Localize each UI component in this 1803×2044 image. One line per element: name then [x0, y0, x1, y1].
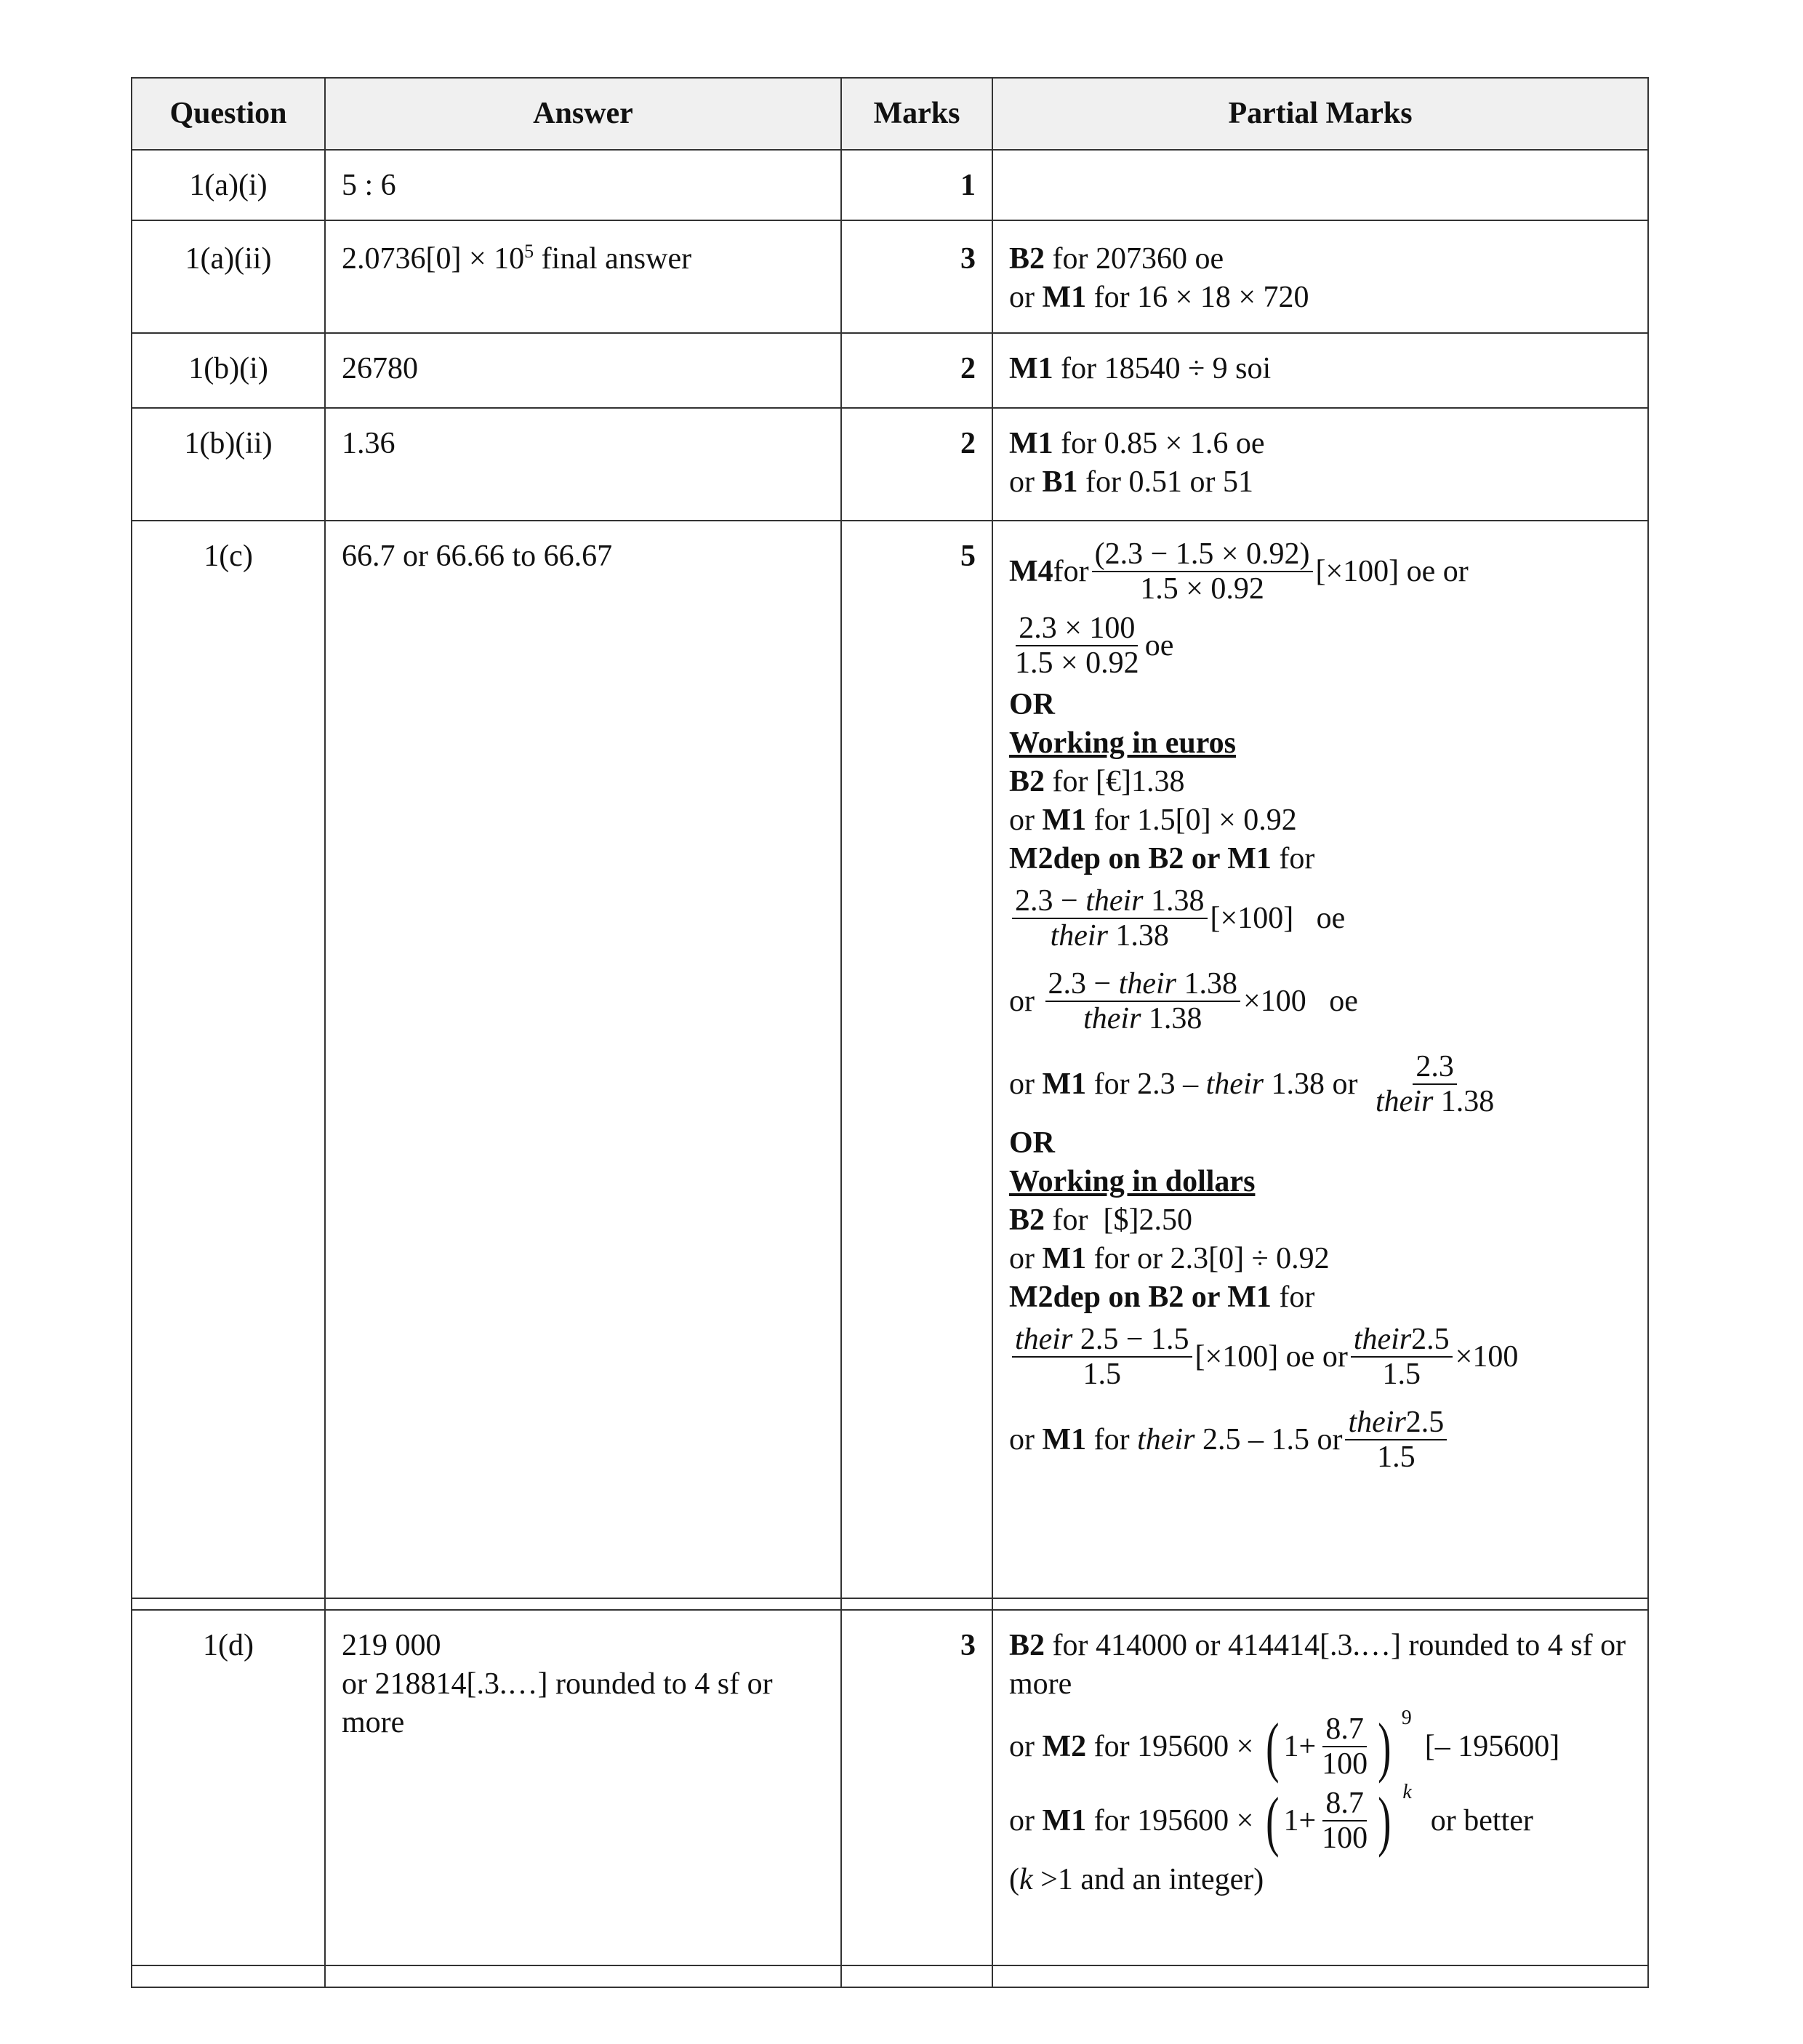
- question-cell: 1(a)(ii): [132, 220, 325, 333]
- mark-code: M2dep on B2 or M1: [1009, 1280, 1272, 1314]
- answer-text: 219 000: [342, 1629, 441, 1662]
- empty-cell: [132, 1965, 325, 1987]
- mark-code: M1: [1042, 803, 1087, 837]
- mark-scheme-table: [131, 77, 1649, 1988]
- header-partial-marks: Partial Marks: [992, 78, 1648, 150]
- fraction: [1345, 1406, 1447, 1474]
- section-heading: Working in dollars: [1009, 1165, 1256, 1198]
- question-cell: 1(b)(i): [132, 333, 325, 408]
- fraction: [1351, 1323, 1453, 1391]
- mark-code: M1: [1009, 427, 1053, 460]
- num-text: 2.5: [1405, 1406, 1445, 1439]
- condition-text: >1 and an integer): [1032, 1863, 1264, 1896]
- exponent: 5: [524, 241, 534, 262]
- mark-code: M2dep on B2 or M1: [1009, 842, 1272, 875]
- or-text: or: [1009, 984, 1043, 1018]
- answer-cell: 1.36: [325, 408, 841, 521]
- or-text: or: [1009, 1067, 1043, 1101]
- mark-code: M1: [1009, 352, 1053, 385]
- table-row: [132, 150, 1648, 220]
- fraction: [1012, 1323, 1192, 1391]
- mark-text: for 1.5[0] × 0.92: [1086, 803, 1297, 837]
- row-separator: [132, 1598, 1648, 1610]
- their-text: their: [1137, 1422, 1195, 1456]
- their-text: their: [1375, 1085, 1434, 1118]
- empty-cell: [325, 1965, 841, 1987]
- empty-cell: [841, 1965, 992, 1987]
- numerator: [1351, 1323, 1453, 1358]
- their-text: their: [1015, 1323, 1073, 1356]
- or-heading: OR: [1009, 1126, 1055, 1160]
- fraction: [1373, 1050, 1497, 1118]
- mark-code: M1: [1042, 1242, 1087, 1275]
- numerator: [1012, 1323, 1192, 1358]
- table-row: [132, 1610, 1648, 1965]
- numerator: [1045, 967, 1241, 1002]
- numerator: 8.7: [1322, 1787, 1367, 1821]
- question-cell: 1(a)(i): [132, 150, 325, 220]
- fraction: [1045, 967, 1241, 1035]
- answer-suffix: final answer: [534, 242, 692, 276]
- fraction: [1319, 1787, 1370, 1855]
- denominator: 100: [1322, 1747, 1368, 1781]
- mark-text: [×100] oe or: [1315, 554, 1469, 588]
- mark-text: for 0.85 × 1.6 oe: [1053, 427, 1265, 460]
- or-text: or: [1009, 465, 1043, 499]
- marks-cell: 3: [841, 220, 992, 333]
- answer-cell: 26780: [325, 333, 841, 408]
- fraction: [1092, 537, 1313, 606]
- mark-text: 2.5 – 1.5 or: [1194, 1422, 1343, 1456]
- right-paren: ): [1378, 1710, 1392, 1784]
- condition-variable: k: [1019, 1863, 1033, 1896]
- or-text: or: [1009, 803, 1043, 837]
- mark-text: for or 2.3[0] ÷ 0.92: [1086, 1242, 1330, 1275]
- or-text: or: [1009, 1803, 1043, 1837]
- mark-text: for 195600 ×: [1086, 1729, 1261, 1763]
- mark-code: B2: [1009, 242, 1045, 276]
- table-row: [132, 408, 1648, 521]
- denominator: [1048, 919, 1172, 953]
- exponent: k: [1402, 1781, 1412, 1803]
- answer-cell: [325, 1610, 841, 1965]
- partial-marks-cell: [992, 521, 1648, 1598]
- table-row: [132, 521, 1648, 1598]
- mark-text: for 195600 ×: [1086, 1803, 1261, 1837]
- question-cell: 1(c): [132, 521, 325, 1598]
- their-text: their: [1050, 919, 1108, 953]
- right-paren: ): [1378, 1784, 1392, 1858]
- mark-text: for: [1271, 1280, 1315, 1314]
- mark-code: M4: [1009, 554, 1053, 588]
- exponent: 9: [1401, 1707, 1412, 1729]
- header-answer: Answer: [325, 78, 841, 150]
- mark-code: M1: [1042, 1422, 1087, 1456]
- partial-marks-cell: [992, 408, 1648, 521]
- mark-text: for: [1086, 1422, 1138, 1456]
- partial-marks-cell: [992, 150, 1648, 220]
- bracket-text: 1+: [1283, 1803, 1317, 1837]
- or-text: or: [1009, 281, 1043, 314]
- header-question: Question: [132, 78, 325, 150]
- mark-text: [×100] oe: [1210, 901, 1346, 935]
- left-paren: (: [1265, 1784, 1280, 1858]
- section-heading: Working in euros: [1009, 726, 1236, 760]
- marks-cell: 2: [841, 333, 992, 408]
- table-row: [132, 220, 1648, 333]
- numerator: (2.3 − 1.5 × 0.92): [1092, 537, 1313, 572]
- header-row: [132, 78, 1648, 150]
- header-marks: Marks: [841, 78, 992, 150]
- separator-cell: [992, 1598, 1648, 1610]
- marks-cell: 1: [841, 150, 992, 220]
- num-text: 1.38: [1143, 884, 1205, 918]
- den-text: 1.38: [1433, 1085, 1495, 1118]
- mark-code: M2: [1042, 1729, 1087, 1763]
- partial-marks-cell: [992, 1610, 1648, 1965]
- numerator: [1012, 884, 1208, 919]
- mark-code: B2: [1009, 765, 1045, 798]
- numerator: 8.7: [1322, 1712, 1367, 1747]
- mark-code: M1: [1042, 281, 1087, 314]
- or-text: or: [1009, 1242, 1043, 1275]
- num-text: 2.5: [1411, 1323, 1450, 1356]
- num-text: 2.3 −: [1015, 884, 1086, 918]
- mark-code: B1: [1042, 465, 1078, 499]
- fraction: [1012, 884, 1208, 953]
- bracket-text: 1+: [1283, 1729, 1317, 1763]
- fraction: [1319, 1712, 1370, 1781]
- bracket-expression: [1261, 1781, 1412, 1858]
- numerator: [1345, 1406, 1447, 1440]
- num-text: 1.38: [1176, 967, 1238, 1001]
- fraction: [1012, 612, 1142, 680]
- denominator: [1080, 1002, 1205, 1035]
- separator-cell: [132, 1598, 325, 1610]
- mark-text: for: [1053, 554, 1089, 588]
- mark-text: for 0.51 or 51: [1077, 465, 1253, 499]
- mark-text: oe: [1144, 628, 1174, 662]
- their-text: their: [1205, 1067, 1264, 1101]
- mark-code: M1: [1042, 1067, 1087, 1101]
- mark-text: for 2.3 –: [1086, 1067, 1206, 1101]
- mark-text: ×100 oe: [1243, 984, 1358, 1018]
- empty-cell: [992, 1965, 1648, 1987]
- denominator: 1.5: [1377, 1440, 1416, 1474]
- denominator: 100: [1322, 1821, 1368, 1855]
- mark-text: for 18540 ÷ 9 soi: [1053, 352, 1272, 385]
- condition-text: (: [1009, 1863, 1019, 1896]
- their-text: their: [1085, 884, 1144, 918]
- mark-text: [×100] oe or: [1194, 1339, 1348, 1374]
- mark-scheme-sheet: [131, 77, 1647, 1988]
- num-text: 2.5 − 1.5: [1072, 1323, 1189, 1356]
- or-heading: OR: [1009, 688, 1055, 721]
- numerator: 2.3 × 100: [1016, 612, 1138, 646]
- mark-text: for 16 × 18 × 720: [1086, 281, 1309, 314]
- their-text: their: [1118, 967, 1177, 1001]
- mark-text: [– 195600]: [1424, 1729, 1560, 1763]
- num-text: 2.3 −: [1048, 967, 1119, 1001]
- den-text: 1.38: [1107, 919, 1169, 953]
- their-text: their: [1353, 1323, 1412, 1356]
- answer-cell: 5 : 6: [325, 150, 841, 220]
- mark-code: M1: [1042, 1803, 1087, 1837]
- separator-cell: [325, 1598, 841, 1610]
- or-text: or: [1009, 1729, 1043, 1763]
- answer-text: 2.0736[0] × 10: [342, 242, 525, 276]
- question-cell: 1(d): [132, 1610, 325, 1965]
- marks-cell: 3: [841, 1610, 992, 1965]
- table-row-partial: [132, 1965, 1648, 1987]
- denominator: [1373, 1085, 1497, 1118]
- separator-cell: [841, 1598, 992, 1610]
- mark-text: 1.38 or: [1263, 1067, 1365, 1101]
- denominator: 1.5 × 0.92: [1015, 646, 1139, 680]
- denominator: 1.5 × 0.92: [1140, 572, 1264, 606]
- denominator: 1.5: [1083, 1358, 1121, 1391]
- mark-code: B2: [1009, 1629, 1045, 1662]
- mark-text: for [€]1.38: [1045, 765, 1185, 798]
- bracket-expression: [1261, 1707, 1412, 1784]
- marks-cell: 5: [841, 521, 992, 1598]
- mark-text: for [$]2.50: [1045, 1203, 1192, 1237]
- or-text: or: [1009, 1422, 1043, 1456]
- marks-cell: 2: [841, 408, 992, 521]
- denominator: 1.5: [1382, 1358, 1421, 1391]
- answer-cell: [325, 220, 841, 333]
- mark-text: ×100: [1455, 1339, 1519, 1374]
- their-text: their: [1348, 1406, 1406, 1439]
- table-row: [132, 333, 1648, 408]
- partial-marks-cell: [992, 220, 1648, 333]
- their-text: their: [1083, 1002, 1141, 1035]
- question-cell: 1(b)(ii): [132, 408, 325, 521]
- partial-marks-cell: [992, 333, 1648, 408]
- numerator: 2.3: [1413, 1050, 1457, 1085]
- mark-text: for: [1271, 842, 1315, 875]
- answer-cell: 66.7 or 66.66 to 66.67: [325, 521, 841, 1598]
- mark-text: or better: [1430, 1803, 1533, 1837]
- mark-text: for 207360 oe: [1045, 242, 1224, 276]
- den-text: 1.38: [1141, 1002, 1202, 1035]
- answer-text: or 218814[.3.…] rounded to 4 sf or more: [342, 1667, 773, 1739]
- left-paren: (: [1265, 1710, 1280, 1784]
- mark-code: B2: [1009, 1203, 1045, 1237]
- mark-text: for 414000 or 414414[.3.…] rounded to 4 sf or more: [1009, 1629, 1626, 1701]
